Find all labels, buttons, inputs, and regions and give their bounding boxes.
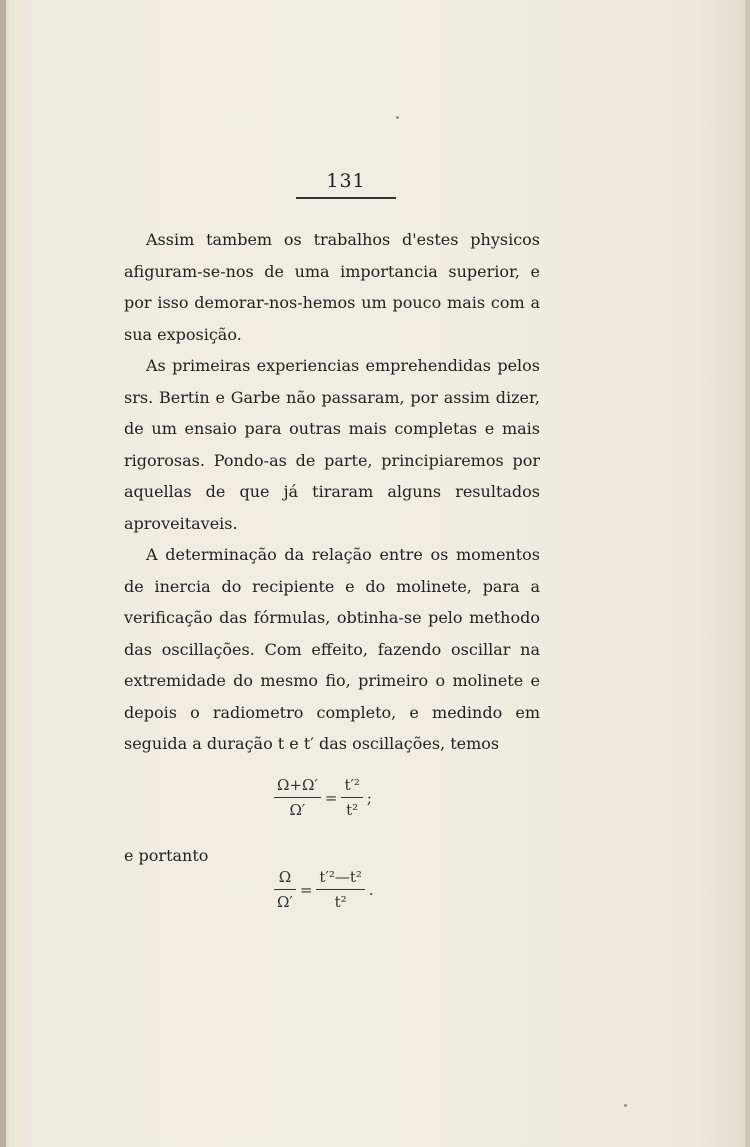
paper-speck	[396, 116, 399, 119]
page-left-edge	[0, 0, 6, 1147]
formula-1-lhs-denominator: Ω′	[289, 801, 306, 819]
formula-1-rhs-numerator: t′²	[341, 776, 362, 798]
formula-2-lhs-numerator: Ω	[274, 868, 296, 890]
formula-2	[274, 868, 378, 911]
formula-1-equals: =	[324, 788, 338, 807]
page-number-rule	[296, 197, 396, 199]
formula-1-lhs-numerator: Ω+Ω′	[274, 776, 321, 798]
formula-1	[274, 776, 376, 819]
formula-2-rhs	[316, 868, 365, 911]
paragraph-1: Assim tambem os trabalhos d'estes physicos afiguram-se-nos de uma importancia superior, e por isso demorar-nos-hemos um pouco mais com a sua exposição.	[124, 230, 540, 344]
paragraph-3: A determinação da relação entre os momentos de inercia do recipiente e do molinete, para a verificação das fórmulas, obtinha-se pelo methodo das oscillações. Com effeito, fazendo oscillar na extremidade do mesmo fio, primeiro o molinete e depois o radiometro completo, e medindo em seguida a duração t e t′ das oscillações, temos	[124, 545, 540, 753]
paper-speck	[624, 1104, 627, 1107]
connector-text: e portanto	[124, 846, 209, 865]
formula-1-rhs-denominator: t²	[346, 801, 359, 819]
formula-2-equals: =	[299, 880, 313, 899]
paragraph-2: As primeiras experiencias emprehendidas pelos srs. Bertin e Garbe não passaram, por assim dizer, de um ensaio para outras mais completas e mais rigorosas. Pondo-as de parte, principiaremos por aquellas de que já tiraram alguns resultados aproveitaveis.	[124, 356, 540, 533]
formula-2-lhs-denominator: Ω′	[277, 893, 293, 911]
formula-1-lhs	[274, 776, 321, 819]
formula-1-tail: ;	[366, 788, 372, 807]
page-right-edge	[745, 0, 750, 1147]
body-text	[124, 224, 540, 760]
formula-1-rhs	[341, 776, 362, 819]
formula-2-rhs-denominator: t²	[334, 893, 347, 911]
formula-2-tail: .	[368, 880, 374, 899]
formula-2-lhs	[274, 868, 296, 911]
page-number: 131	[326, 170, 366, 192]
formula-2-rhs-numerator: t′²—t²	[316, 868, 365, 890]
